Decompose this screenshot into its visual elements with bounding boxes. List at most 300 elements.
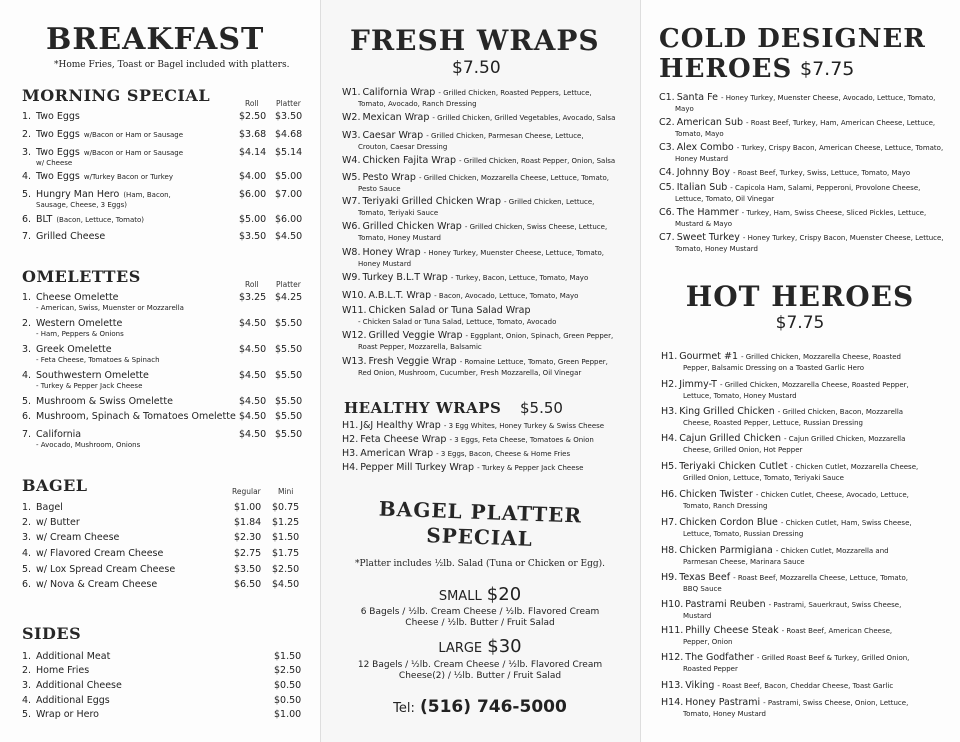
hot-hero-item [661,434,954,455]
wrap-item-desc2: Crouton, Caesar Dressing [358,142,448,151]
bagel-platter-title [359,496,601,554]
cold-hero-item-name: American Sub [676,117,744,128]
healthy-wrap-item [342,449,634,460]
bagel-item-name: w/ Lox Spread Cream Cheese [36,564,176,575]
bagel-item [22,532,119,544]
small-platter-price: $20 [486,584,522,605]
omelette-price-b: $5.50 [275,318,303,329]
hot-hero-item-line [661,352,954,363]
omelette-item-name: Mushroom, Spinach & Tomatoes Omelette [36,411,236,422]
omelette-item-number: 1. [22,292,32,303]
healthy-wrap-item-name: American Wrap [360,448,434,459]
morning-price-b: $6.00 [275,214,303,225]
hot-hero-item [661,573,954,594]
bagel-price-a: $2.75 [234,548,262,559]
cold-hero-item [659,143,954,164]
hot-hero-item-code: H7. [661,517,678,528]
hot-hero-item [661,626,954,647]
hot-hero-item-name: Teriyaki Chicken Cutlet [679,461,788,472]
wrap-item-line [342,88,634,99]
cold-hero-item [659,93,954,114]
hot-hero-item-desc: - Grilled Chicken, Bacon, Mozzarella [777,408,904,416]
morning-item-number: 4. [22,171,32,182]
hot-hero-item [661,518,954,539]
side-item-name: Wrap or Hero [36,709,99,720]
hot-hero-item-name: Chicken Parmigiana [679,545,773,556]
morning-item-detail2: Sausage, Cheese, 3 Eggs) [36,201,128,209]
wraps-panel [320,0,640,742]
healthy-wrap-item-name: Feta Cheese Wrap [360,434,447,445]
hot-hero-item-line [661,380,954,391]
cold-hero-item-desc2: Tomato, Honey Mustard [675,244,758,253]
cold-hero-item-code: C1. [659,92,675,103]
small-platter-desc-line2: Cheese / ½lb. Butter / Fruit Salad [405,618,555,628]
healthy-wrap-item [342,421,634,432]
hot-heroes-price: $7.75 [775,313,825,333]
cold-hero-item-desc: - Honey Turkey, Crispy Bacon, Muenster Cheese, Lettuce, [742,234,944,242]
omelette-price-a: $3.25 [239,292,267,303]
omelettes-col-roll: Roll [245,280,259,289]
omelette-price-a: $4.50 [239,370,267,381]
cold-hero-item-desc: - Turkey, Ham, Swiss Cheese, Sliced Pickles, Lettuce, [741,209,927,217]
bagel-price-b: $1.25 [272,517,300,528]
wrap-item-line [342,306,634,317]
hot-hero-item-desc2: Mustard [683,611,712,620]
bagel-item-number: 6. [22,579,32,590]
omelette-price-a: $4.50 [239,429,267,440]
omelette-price-a: $4.50 [239,396,267,407]
wrap-item-line [342,291,634,302]
wrap-item-desc: - Eggplant, Onion, Spinach, Green Pepper, [465,332,614,340]
omelette-item-number: 4. [22,370,32,381]
wrap-item-code: W8. [342,247,361,258]
hot-hero-item-name: King Grilled Chicken [679,406,775,417]
omelette-item [22,292,184,313]
hot-heroes-title: HOT HEROES [685,280,915,313]
morning-price-b: $5.00 [275,171,303,182]
wrap-item-line [342,131,634,142]
hot-hero-item [661,462,954,483]
wrap-item-name: Honey Wrap [362,247,421,258]
hot-hero-item-line [661,518,954,529]
wrap-item-name: Chicken Salad or Tuna Salad Wrap [368,305,531,316]
wrap-item [342,222,634,243]
side-item-number: 3. [22,680,32,691]
wrap-item-name: Grilled Veggie Wrap [368,330,463,341]
wrap-item-code: W6. [342,221,361,232]
bagel-item-name: w/ Butter [36,517,80,528]
omelette-item [22,411,236,423]
hot-hero-item-desc2: Cheese, Roasted Pepper, Lettuce, Russian Dressing [683,418,863,427]
bagel-item-number: 4. [22,548,32,559]
fold-line-right [640,0,641,742]
cold-hero-item-desc: - Roast Beef, Turkey, Ham, American Cheese, Lettuce, [746,119,936,127]
hot-hero-item-line [661,434,954,445]
hot-hero-item [661,546,954,567]
hot-hero-item [661,380,954,401]
omelette-item-detail2: - Ham, Peppers & Onions [36,330,124,338]
wrap-item-code: W9. [342,272,361,283]
cold-heroes-title-line1: COLD DESIGNER [659,24,926,54]
wrap-item-desc2: Tomato, Teriyaki Sauce [358,208,439,217]
hot-hero-item [661,698,954,719]
wrap-item-line [342,357,634,368]
hot-hero-item-desc: - Grilled Roast Beef & Turkey, Grilled Onion, [756,654,910,662]
wrap-item-code: W2. [342,112,361,123]
omelette-item [22,344,160,365]
omelette-item-name: Cheese Omelette [36,292,119,303]
morning-item [22,189,171,210]
hot-hero-item-code: H11. [661,625,684,636]
omelette-price-b: $5.50 [275,396,303,407]
large-platter-price: $30 [487,636,522,657]
wrap-item-desc: - Grilled Chicken, Swiss Cheese, Lettuce, [464,223,608,231]
cold-hero-item-name: Santa Fe [676,92,718,103]
bagel-price-a: $1.00 [234,502,262,513]
wrap-item [342,156,634,167]
wrap-item-name: Caesar Wrap [362,130,424,141]
bagel-price-a: $2.30 [234,532,262,543]
large-platter-desc-line2: Cheese(2) / ½lb. Butter / Fruit Salad [398,671,562,681]
bagel-item-name: w/ Cream Cheese [36,532,120,543]
bagel-item-name: w/ Flavored Cream Cheese [36,548,164,559]
omelette-item-detail2: - Avocado, Mushroom, Onions [36,441,141,449]
hot-hero-item-name: Pastrami Reuben [685,599,766,610]
hot-hero-item-line [661,698,954,709]
omelette-price-b: $5.50 [275,429,303,440]
omelette-item-detail2: - Feta Cheese, Tomatoes & Spinach [36,356,160,364]
bagel-price-b: $1.50 [272,532,300,543]
cold-hero-item [659,168,954,179]
side-price-b: $1.50 [274,651,302,662]
large-platter-desc [330,660,630,682]
small-platter-desc [330,607,630,629]
side-item-name: Additional Meat [36,651,111,662]
wrap-item [342,291,634,302]
healthy-wrap-item-desc: - 3 Eggs, Feta Cheese, Tomatoes & Onion [449,436,594,444]
wrap-item-line [342,113,634,124]
side-item [22,709,99,721]
morning-price-a: $4.00 [239,171,267,182]
omelette-price-a: $4.50 [239,318,267,329]
hot-hero-item-code: H3. [661,406,678,417]
morning-price-a: $3.50 [239,231,267,242]
wrap-item-line [342,222,634,233]
cold-hero-item-line [659,208,954,219]
wrap-item-name: A.B.L.T. Wrap [368,290,432,301]
hot-hero-item-desc2: Roasted Pepper [683,664,738,673]
wrap-item-name: Teriyaki Grilled Chicken Wrap [362,196,502,207]
wrap-item-code: W1. [342,87,361,98]
hot-hero-item-line [661,653,954,664]
wrap-item-desc2: Pesto Sauce [358,184,401,193]
wrap-item-desc2: - Chicken Salad or Tuna Salad, Lettuce, Tomato, Avocado [358,317,557,326]
breakfast-title: BREAKFAST [46,22,265,57]
hot-hero-item-desc2: Pepper, Balsamic Dressing on a Toasted Garlic Hero [683,363,864,372]
cold-hero-item-desc2: Mustard & Mayo [675,219,733,228]
hot-hero-item-line [661,546,954,557]
morning-item-detail: (Bacon, Lettuce, Tomato) [56,216,145,224]
wrap-item [342,131,634,152]
cold-hero-item [659,233,954,254]
healthy-wrap-item-code: H2. [342,434,359,445]
telephone [320,697,640,717]
omelette-price-a: $4.50 [239,411,267,422]
morning-price-a: $2.50 [239,111,267,122]
side-price-b: $0.50 [274,680,302,691]
cold-hero-item-desc2: Mayo [675,104,694,113]
cold-hero-item-desc: - Turkey, Crispy Bacon, American Cheese, Lettuce, Tomato, [736,144,944,152]
wrap-item [342,357,634,378]
healthy-wrap-item [342,435,634,446]
cold-hero-item-line [659,233,954,244]
hot-hero-item-desc2: Grilled Onion, Lettuce, Tomato, Teriyaki Sauce [683,473,844,482]
side-item [22,665,89,677]
cold-hero-item [659,208,954,229]
bagel-item-number: 1. [22,502,32,513]
omelette-item [22,318,124,339]
wrap-item-name: Pesto Wrap [362,172,416,183]
side-item-number: 5. [22,709,32,720]
bagel-item [22,548,163,560]
wrap-item-name: Mexican Wrap [362,112,430,123]
morning-item [22,171,173,183]
cold-hero-item-code: C3. [659,142,675,153]
omelette-item-name: California [36,429,82,440]
omelette-item-number: 7. [22,429,32,440]
wrap-item-line [342,197,634,208]
wrap-item [342,248,634,269]
cold-hero-item-desc: - Honey Turkey, Muenster Cheese, Avocado, Lettuce, Tomato, [720,94,936,102]
morning-item-number: 7. [22,231,32,242]
hot-hero-item-code: H14. [661,697,684,708]
hot-hero-item-line [661,462,954,473]
hot-hero-item-desc: - Chicken Cutlet, Mozzarella Cheese, [790,463,919,471]
hot-hero-item-desc: - Chicken Cutlet, Cheese, Avocado, Lettuce, [755,491,909,499]
healthy-wrap-item-line [342,421,634,432]
healthy-wrap-item-desc: - 3 Egg Whites, Honey Turkey & Swiss Cheese [443,422,605,430]
hot-hero-item-line [661,600,954,611]
wrap-item-code: W4. [342,155,361,166]
hot-hero-item [661,600,954,621]
hot-hero-item-code: H8. [661,545,678,556]
hot-hero-item [661,352,954,373]
hot-hero-item-desc2: Cheese, Grilled Onion, Hot Pepper [683,445,803,454]
hot-hero-item-desc: - Roast Beef, American Cheese, [781,627,893,635]
omelette-item-number: 5. [22,396,32,407]
cold-heroes-title-line2: HEROES [659,54,793,84]
side-item-number: 2. [22,665,32,676]
bagel-item [22,564,175,576]
morning-price-b: $4.50 [275,231,303,242]
wrap-item-desc2: Tomato, Avocado, Ranch Dressing [358,99,477,108]
wrap-item-desc2: Honey Mustard [358,259,412,268]
morning-item-detail: w/Turkey Bacon or Turkey [83,173,173,181]
telephone-number: (516) 746-5000 [420,697,567,717]
cold-hero-item-code: C5. [659,182,675,193]
wrap-item [342,113,634,124]
side-item-name: Additional Cheese [36,680,122,691]
hot-hero-item-desc: - Roast Beef, Bacon, Cheddar Cheese, Toast Garlic [717,682,894,690]
morning-item-number: 6. [22,214,32,225]
morning-item [22,231,105,243]
wrap-item-desc2: Roast Pepper, Mozzarella, Balsamic [358,342,482,351]
wrap-item-desc: - Grilled Chicken, Roast Pepper, Onion, Salsa [459,157,616,165]
bagel-price-b: $1.75 [272,548,300,559]
wrap-item [342,197,634,218]
wrap-item-desc: - Grilled Chicken, Mozzarella Cheese, Lettuce, Tomato, [418,174,609,182]
side-price-b: $1.00 [274,709,302,720]
hot-hero-item-code: H4. [661,433,678,444]
morning-price-b: $4.68 [275,129,303,140]
omelette-item-number: 3. [22,344,32,355]
hot-hero-item-code: H2. [661,379,678,390]
morning-item-name: Two Eggs [36,111,80,122]
wrap-item-code: W13. [342,356,367,367]
hot-hero-item-desc: - Grilled Chicken, Mozzarella Cheese, Roasted [741,353,901,361]
omelette-item-detail2: - American, Swiss, Muenster or Mozzarella [36,304,184,312]
cold-hero-item-desc: - Capicola Ham, Salami, Pepperoni, Provolone Cheese, [730,184,921,192]
healthy-wrap-item [342,463,634,474]
omelette-price-b: $4.25 [275,292,303,303]
morning-item-number: 5. [22,189,32,200]
hot-hero-item-line [661,681,954,692]
cold-hero-item-code: C2. [659,117,675,128]
hot-hero-item-desc2: Parmesan Cheese, Marinara Sauce [683,557,805,566]
omelette-item-number: 6. [22,411,32,422]
hot-hero-item-desc2: Tomato, Ranch Dressing [683,501,768,510]
wrap-item [342,306,634,327]
cold-hero-item-code: C6. [659,207,675,218]
bagel-col-regular: Regular [232,487,261,496]
wrap-item-code: W12. [342,330,367,341]
cold-hero-item-code: C4. [659,167,675,178]
bagel-price-b: $0.75 [272,502,300,513]
cold-heroes-price: $7.75 [800,58,855,80]
morning-item-name: Two Eggs [36,147,80,158]
morning-col-roll: Roll [245,99,259,108]
side-item-number: 4. [22,695,32,706]
wrap-item-line [342,173,634,184]
cold-hero-item-line [659,183,954,194]
wrap-item-code: W5. [342,172,361,183]
morning-price-a: $4.14 [239,147,267,158]
side-item [22,680,122,692]
cold-hero-item [659,183,954,204]
hot-hero-item-desc: - Pastrami, Swiss Cheese, Onion, Lettuce, [763,699,909,707]
hot-hero-item-desc2: Tomato, Honey Mustard [683,709,766,718]
cold-hero-item-line [659,93,954,104]
morning-item-name: BLT [36,214,53,225]
hot-hero-item [661,653,954,674]
hot-hero-item [661,681,954,692]
wrap-item-desc: - Honey Turkey, Muenster Cheese, Lettuce, Tomato, [423,249,605,257]
wrap-item-desc: - Bacon, Avocado, Lettuce, Tomato, Mayo [434,292,579,300]
cold-hero-item-desc2: Honey Mustard [675,154,729,163]
morning-item-name: Two Eggs [36,171,80,182]
cold-hero-item-desc2: Tomato, Mayo [675,129,724,138]
hot-hero-item-name: Chicken Twister [679,489,753,500]
fresh-wraps-title: FRESH WRAPS [350,24,600,57]
small-platter-heading [320,584,640,605]
wrap-item-line [342,273,634,284]
hot-hero-item-line [661,573,954,584]
healthy-wrap-item-line [342,435,634,446]
hot-hero-item-code: H10. [661,599,684,610]
wrap-item-desc: - Grilled Chicken, Roasted Peppers, Lettuce, [438,89,592,97]
omelettes-col-platter: Platter [276,280,301,289]
bagel-item-number: 2. [22,517,32,528]
hot-hero-item-desc2: Pepper, Onion [683,637,733,646]
wrap-item-desc: - Grilled Chicken, Lettuce, [504,198,595,206]
bagel-price-a: $1.84 [234,517,262,528]
cold-hero-item-name: The Hammer [676,207,739,218]
hot-hero-item-code: H5. [661,461,678,472]
large-platter-desc-line1: 12 Bagels / ½lb. Cream Cheese / ½lb. Flavored Cream [357,660,603,670]
hot-hero-item-name: Texas Beef [679,572,731,583]
large-platter-label: LARGE [438,641,483,656]
hot-hero-item-desc: - Chicken Cutlet, Ham, Swiss Cheese, [780,519,912,527]
morning-price-a: $6.00 [239,189,267,200]
morning-item [22,147,183,168]
hot-hero-item-line [661,626,954,637]
morning-item [22,129,183,141]
bagel-title: BAGEL [22,476,88,495]
morning-item [22,214,144,226]
morning-price-b: $5.14 [275,147,303,158]
wrap-item-desc2: Red Onion, Mushroom, Cucumber, Fresh Mozzarella, Oil Vinegar [358,368,582,377]
hot-hero-item-name: Viking [685,680,715,691]
side-price-b: $2.50 [274,665,302,676]
bagel-platter-note: *Platter includes ½lb. Salad (Tuna or Chicken or Egg). [355,559,605,569]
morning-item-detail: w/Bacon or Ham or Sausage [83,131,184,139]
hot-hero-item-code: H1. [661,351,678,362]
bagel-item [22,517,80,529]
healthy-wrap-item-name: Pepper Mill Turkey Wrap [360,462,475,473]
bagel-platter-title-line2: SPECIAL [425,523,534,551]
bagel-price-a: $3.50 [234,564,262,575]
hot-hero-item-name: Cajun Grilled Chicken [679,433,782,444]
hot-hero-item-name: Honey Pastrami [685,697,761,708]
wrap-item [342,273,634,284]
healthy-wrap-item-code: H3. [342,448,359,459]
cold-hero-item-name: Sweet Turkey [676,232,740,243]
omelette-item-detail2: - Turkey & Pepper Jack Cheese [36,382,143,390]
wrap-item-name: Fresh Veggie Wrap [368,356,457,367]
cold-hero-item-name: Alex Combo [676,142,734,153]
side-item-name: Additional Eggs [36,695,110,706]
wrap-item-name: Grilled Chicken Wrap [362,221,462,232]
morning-item-name: Two Eggs [36,129,80,140]
omelette-item-name: Southwestern Omelette [36,370,149,381]
small-platter-desc-line1: 6 Bagels / ½lb. Cream Cheese / ½lb. Flavored Cream [360,607,600,617]
large-platter-heading [320,636,640,657]
wrap-item-line [342,156,634,167]
wrap-item-desc: - Turkey, Bacon, Lettuce, Tomato, Mayo [450,274,589,282]
side-item [22,651,110,663]
omelette-item-name: Western Omelette [36,318,123,329]
wrap-item-code: W10. [342,290,367,301]
bagel-platter-title-line1: BAGEL PLATTER [378,496,583,528]
hot-hero-item-code: H13. [661,680,684,691]
bagel-item-name: w/ Nova & Cream Cheese [36,579,158,590]
morning-item-detail: w/Bacon or Ham or Sausage [83,149,184,157]
hot-hero-item-name: Gourmet #1 [679,351,738,362]
morning-item-detail2: w/ Cheese [36,159,73,167]
wrap-item-desc: - Romaine Lettuce, Tomato, Green Pepper, [459,358,608,366]
hot-hero-item-name: The Godfather [685,652,754,663]
healthy-wrap-item-code: H4. [342,462,359,473]
